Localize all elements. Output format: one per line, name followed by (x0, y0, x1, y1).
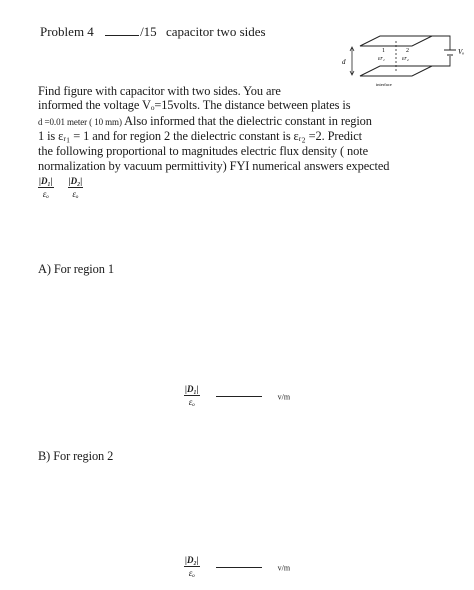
points-total: /15 (140, 24, 157, 39)
fraction-d1 (38, 177, 54, 199)
region2-number: 2 (406, 48, 409, 54)
problem-line-3 (38, 114, 372, 129)
fraction-d2 (68, 177, 84, 199)
d-label: d (342, 58, 346, 66)
problem-label: Problem 4 (40, 24, 94, 39)
part-b-answer (184, 556, 290, 578)
problem-line-5: the following proportional to magnitudes electric flux density ( note (38, 144, 368, 158)
part-a-fraction-numerator: |D₁| (185, 384, 199, 394)
problem-title: capacitor two sides (165, 24, 266, 39)
part-a-heading: A) For region 1 (38, 262, 114, 276)
distance-value: d =0.01 meter ( 10 mm) (38, 117, 122, 127)
part-b-answer-blank[interactable] (216, 567, 262, 568)
part-a-answer-blank[interactable] (216, 396, 262, 397)
part-a-fraction-denominator: εₒ (188, 397, 195, 407)
problem-line-3-rest: Also informed that the dielectric constant in region (121, 114, 372, 128)
problem-line-1: Find figure with capacitor with two sides. You are (38, 84, 281, 98)
part-a-unit: v/m (277, 392, 291, 402)
expected-fractions (38, 177, 83, 199)
eps2-label: εr₂ (402, 56, 409, 62)
capacitor-figure (338, 30, 470, 92)
part-b-fraction (184, 556, 200, 578)
part-a-answer (184, 385, 290, 407)
score-blank (105, 35, 139, 36)
fraction-d1-numerator: |D₁| (39, 176, 53, 186)
problem-header (40, 24, 266, 40)
problem-line-6: normalization by vacuum permittivity) FYI numerical answers expected (38, 159, 390, 173)
problem-line-2: informed the voltage Vₒ=15volts. The distance between plates is (38, 98, 351, 112)
fraction-d2-numerator: |D₂| (68, 176, 83, 186)
interface-label: interface (376, 82, 392, 87)
part-b-fraction-numerator: |D₂| (185, 555, 199, 565)
fraction-d2-denominator: εₒ (72, 189, 79, 199)
part-a-fraction (184, 385, 200, 407)
source-wire-bottom (432, 56, 450, 66)
eps1-label: εr₁ (378, 56, 385, 62)
voltage-label: Vₒ (458, 48, 465, 56)
part-b-fraction-denominator: εₒ (188, 568, 195, 578)
source-wire-top (432, 36, 450, 50)
part-b-heading: B) For region 2 (38, 449, 114, 463)
region1-number: 1 (382, 48, 385, 54)
fraction-d1-denominator: εₒ (42, 189, 49, 199)
problem-line-4: 1 is εᵣ₁ = 1 and for region 2 the dielectric constant is εᵣ₂ =2. Predict (38, 129, 362, 143)
part-b-unit: v/m (277, 563, 291, 573)
